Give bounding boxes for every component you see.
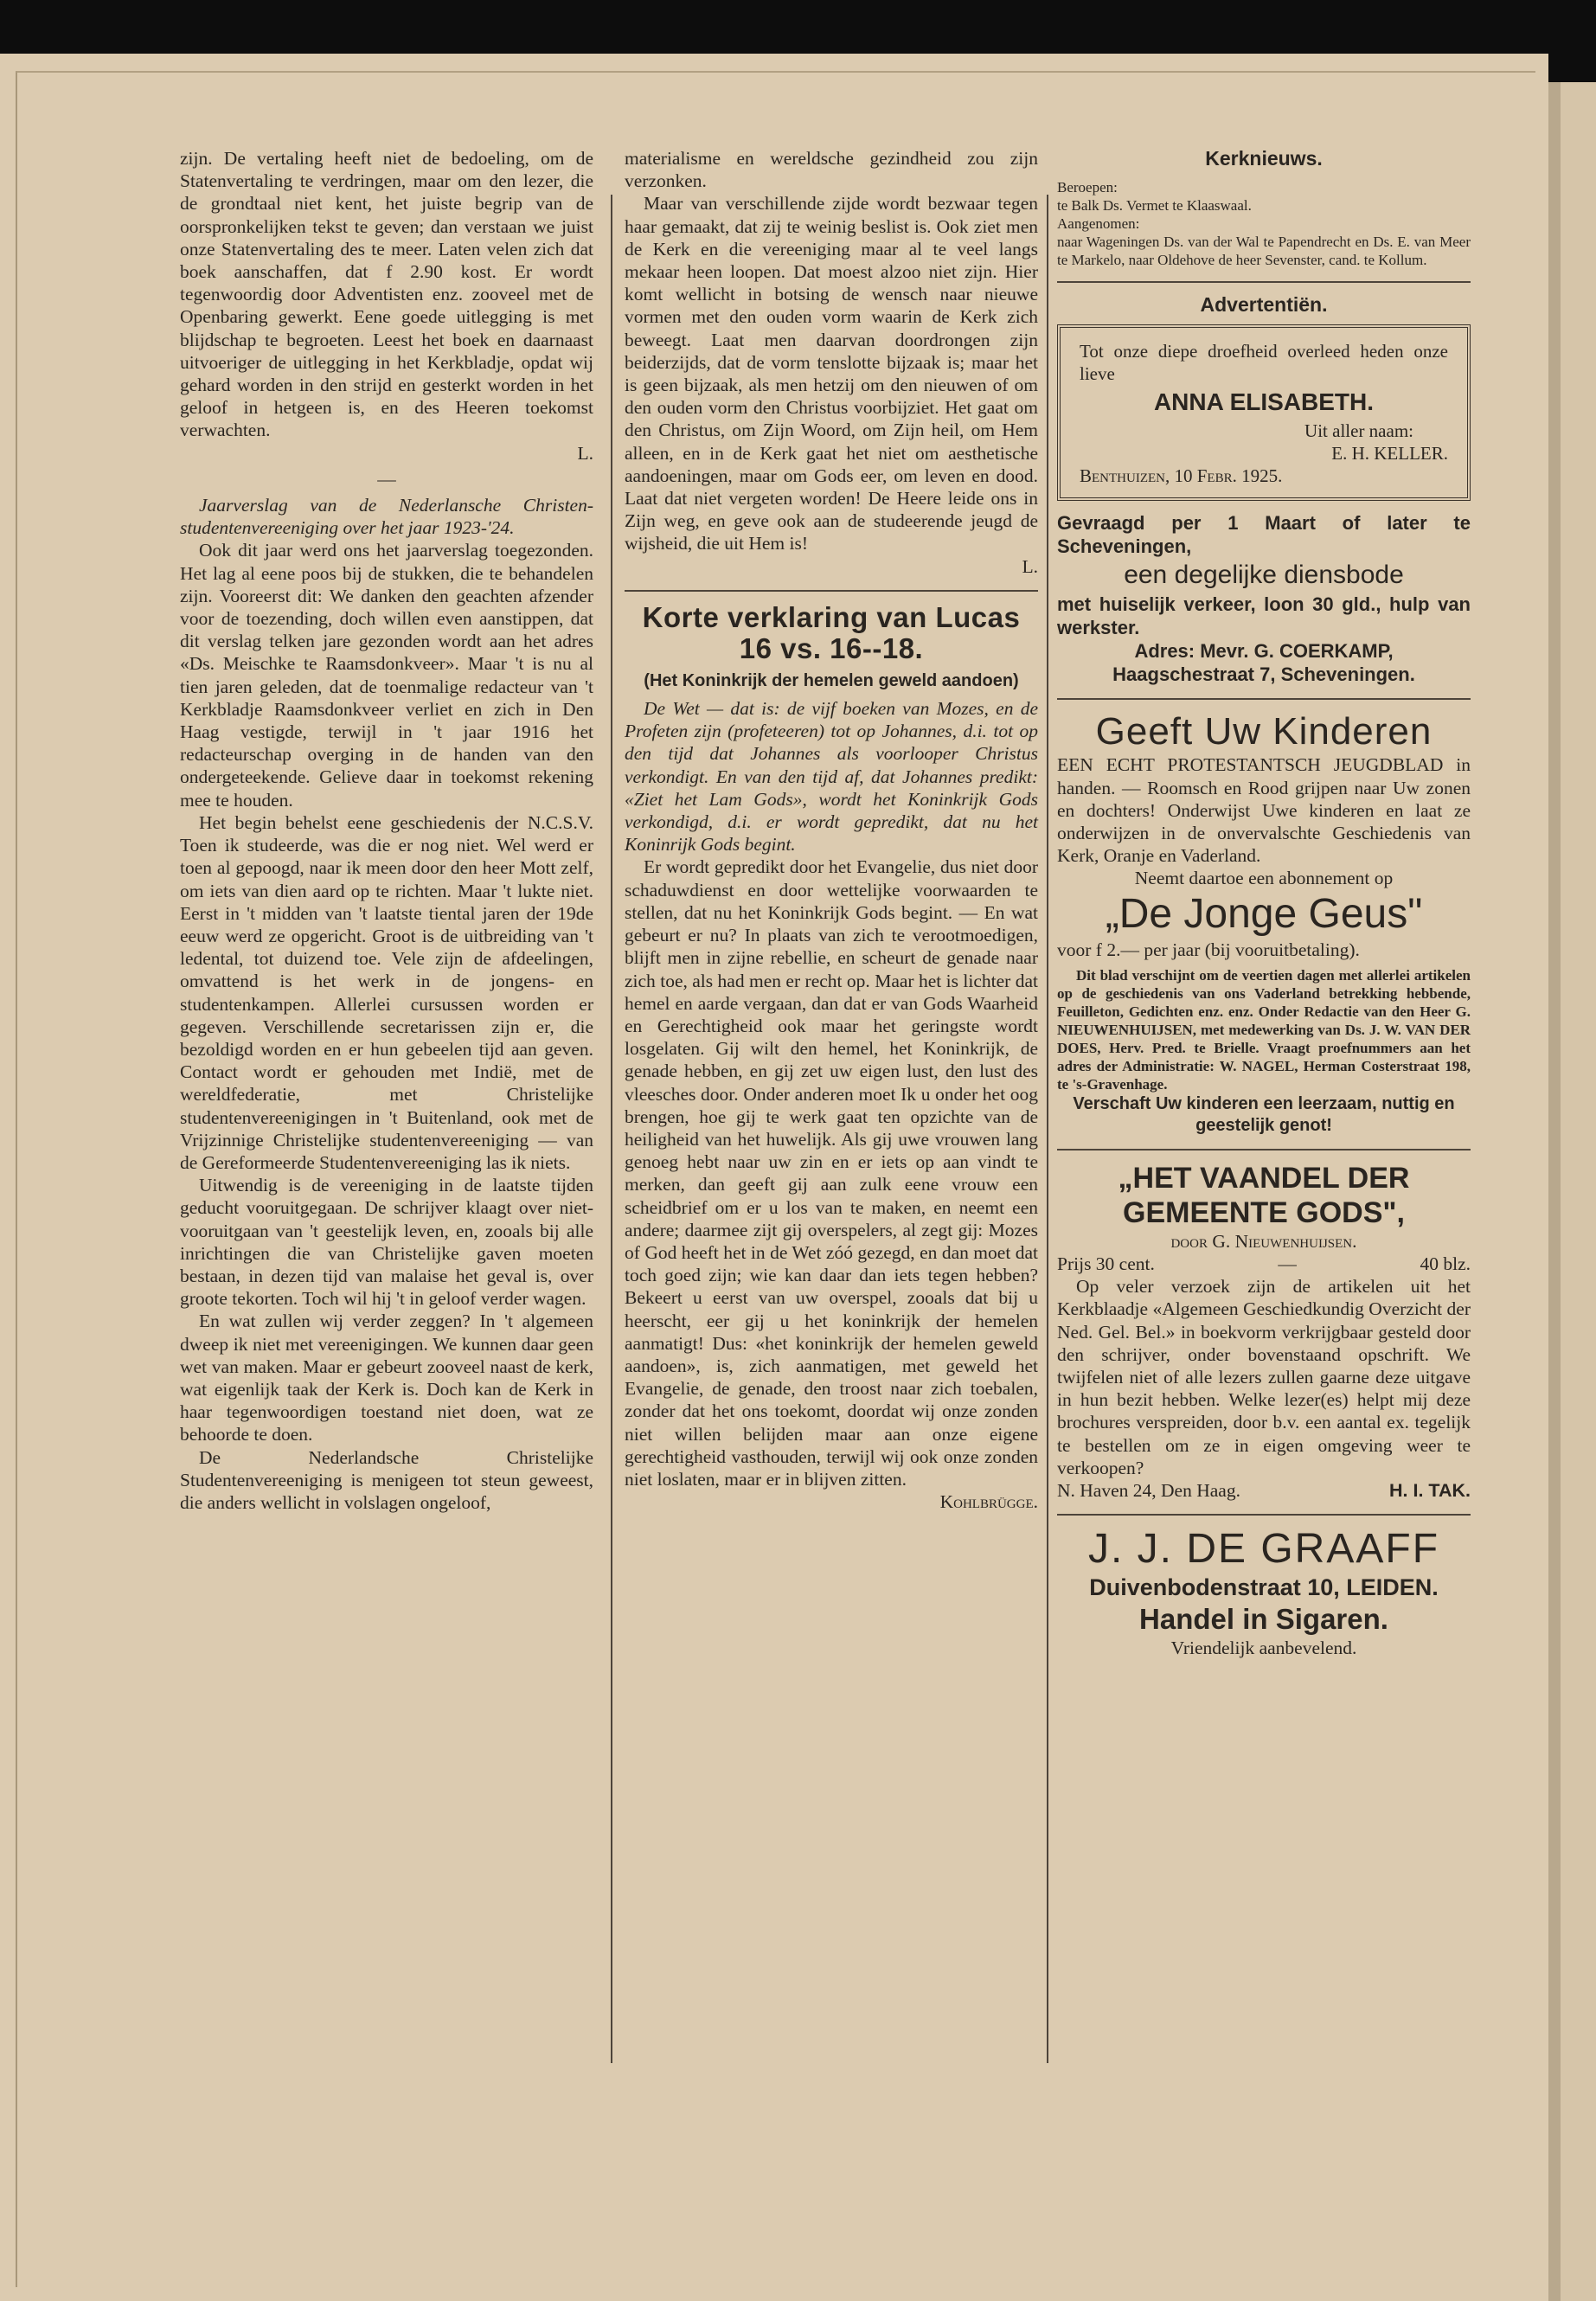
col2-subheading: (Het Koninkrijk der hemelen geweld aandoen): [644, 670, 1019, 690]
aangenomen-text: naar Wageningen Ds. van der Wal te Papendrecht en Ds. E. van Meer te Markelo, naar Oldehove de heer Sevenster, cand. te Kollum.: [1057, 234, 1471, 269]
col1-paragraph-5: En wat zullen wij verder zeggen? In 't algemeen dweep ik niet met vereenigingen. We kunnen daar geen wet van maken. Maar er gebeurt zooveel naast de kerk, wat eigenlijk taak der Kerk is. Doch kan de Kerk in haar tegenwoordigen toestand niet doen, wat ze behoorde te doen.: [180, 1311, 593, 1445]
ad5-footer: Vriendelijk aanbevelend.: [1170, 1638, 1357, 1659]
ad5-street: Duivenbodenstraat 10, LEIDEN.: [1089, 1574, 1439, 1601]
col3-divider-2: [1057, 698, 1471, 700]
col2-paragraph-2: Maar van verschillende zijde wordt bezwaar tegen haar gemaakt, dat zij te weinig beslist is. Ook ziet men de Kerk en die vereeniging maar al te veel langs mekaar heen loopen. Dat moest alzoo niet zijn. Hier komt wellicht in botsing de wensch naar nieuwe vormen met den ouden vorm waarin de Kerk zich beweegt. Laat men daarvan doordrongen zijn beiderzijds, dat de vorm tenslotte bijzaak is; maar het is geen bijzaak, als men hetzij om den nieuwen of om den ouden vorm den Christus voorbijziet. Het gaat om den Christus, om Zijn Woord, om Zijn heil, om Hem alleen, en in de Kerk gaat het niet om aesthetische aandoeningen, maar om Gods eer, om leven en dood. Laat dat niet vergeten worden! De Heere leide ons in Zijn weg, en geve ook aan de studeerende jeugd de wijsheid, die uit Hem is!: [625, 193, 1038, 554]
ad4-title: „HET VAANDEL DER GEMEENTE GODS",: [1118, 1161, 1410, 1229]
ad5-title: J. J. DE GRAAFF: [1087, 1526, 1440, 1573]
ad2-headline: een degelijke diensbode: [1124, 561, 1404, 590]
col1-paragraph-2: Ook dit jaar werd ons het jaarverslag toegezonden. Het lag al eene poos bij de stukken, die te behandelen zijn. Vooreerst dit: We danken den geachten afzender voor de toezending, doch willen even aanstippen, dat dit verslag telken jare gezonden wordt aan het adres «Ds. Meischke te Raamsdonkveer». Maar 't is nu al tien jaren geleden, dat de toenmalige redacteur van 't Kerkbladje Raamsdonkveer verliet en zich in Den Haag vestigde, terwijl in 't jaar 1916 het redacteurschap overging in de handen van den ondergeteekende. Gelieve daar in toekomst rekening mee te houden.: [180, 540, 593, 811]
ad4-footer-row: [1057, 1479, 1471, 1502]
ad4-paragraph: Op veler verzoek zijn de artikelen uit het Kerkblaadje «Algemeen Geschiedkundig Overzicht der Ned. Gel. Bel.» in boekvorm verkrijgbaar gesteld door den schrijver, onder bovenstaand opschrift. We twijfelen niet of alle lezers zullen gaarne deze uitgave in hun bezit hebben. Welke lezer(es) helpt mij deze brochures verspreiden, door b.v. een aantal ex. tegelijk te bestellen om ze in eigen omgeving weer te verkoopen?: [1057, 1276, 1471, 1478]
col1-article-title: Jaarverslag van de Nederlansche Christen-studentenvereeniging over het jaar 1923-'24.: [180, 495, 593, 539]
ad3-slogan: Verschaft Uw kinderen een leerzaam, nuttig en geestelijk genot!: [1073, 1093, 1455, 1135]
column-3: [1057, 147, 1471, 1659]
ad4-author: door G. Nieuwenhuijsen.: [1170, 1230, 1357, 1252]
col1-paragraph-4: Uitwendig is de vereeniging in de laatste tijden geducht vooruitgegaan. De schrijver klaagt over niet-vooruitgaan van 't geestelijk leven, en, zooals bij alle inrichtingen die van Christelijke gaven moeten bestaan, in dezen tijd van malaise het geval is, over groote tekorten. Toch wil hij 't in geloof verder wagen.: [180, 1175, 593, 1310]
column-2: [625, 147, 1038, 1513]
ad2-street: Haagschestraat 7, Scheveningen.: [1112, 663, 1415, 686]
ad5-trade: Handel in Sigaren.: [1139, 1603, 1388, 1636]
col1-separator: —: [377, 468, 396, 490]
beroepen-text: te Balk Ds. Vermet te Klaaswaal.: [1057, 197, 1252, 215]
ad4-dash: —: [1278, 1253, 1297, 1275]
notice-name: ANNA ELISABETH.: [1153, 388, 1375, 416]
col2-paragraph-4: Er wordt gepredikt door het Evangelie, dus niet door schaduwdienst en door wettelijke voorwaarden te stellen, dat nu het Koninkrijk Gods begint. — En wat gebeurt er nu? In plaats van zich te verootmoedigen, blijft men in zijne rebellie, en scheurt de genade naar zich toe, als had men er recht op. Maar het is lichter dat hemel en aarde vergaan, dan dat er van Gods Waarheid en Gerechtigheid ook maar het geringste wordt losgelaten. Gij wilt den hemel, het Koninkrijk, de genade hebben, en gij zet uw eigen lust, den lust des vleesches door. Onder anderen moet Ik u onder het oog brengen, hoe gij te werk gaat ten opzichte van de heiligheid van het huwelijk. Als gij uwe vrouwen lang genoeg hebt naar uw zin en er iets op aan vindt te merken, dan geeft gij aan zulk eene vrouw een scheidbrief om er u los van te maken, en neemt een andere; daarmee zijt gij overspelers, al zegt gij: Mozes of God heeft het in de Wet zóó gezegd, en dan moet dat toch goed zijn; wie kan daar dan iets tegen hebben? Bekeert u eerst van uw overspel, zooals dat bij u heerscht, eer gij u het koninkrijk der hemelen aanmatigt! Dus: «het koninkrijk der hemelen geweld aandoen», is, zich aanmatigen, met geweld het Evangelie, de genade, den troost naar zich toebalen, zonder dat het ons toekomt, doordat wij onze zonden niet willen belijden maar aan onze eigene gerechtigheid vasthouden, terwijl wij ook onze zonden niet loslaten, maar er in blijven zitten.: [625, 856, 1038, 1490]
col1-paragraph-3: Het begin behelst eene geschiedenis der N.C.S.V. Toen ik studeerde, was die er nog niet. Wel werd er toen al gepoogd, naar ik meen door den heer Mott zelf, om iets van dien aard op te richten. Maar 't lukte niet. Eerst in 't midden van 't laatste tiental jaren der 19de eeuw werd ze opgericht. Groot is de uitbreiding van 't ledental, tot duizend toe. Vele zijn de afdeelingen, omvattend is het werk in de jongens- en studentenkampen. Allerlei cursussen worden er gegeven. Verschillende secretarissen zijn er, die bezoldigd worden en er hun gebeelen tijd aan geven. Contact wordt er gehouden met Indië, met de wereldfederatie, met Christelijke studentenvereenigingen in 't Buitenland, ook met de Vrijzinnige Christelijke studentenvereeniging — van de Gereformeerde Studentenvereeniging las ik niets.: [180, 811, 593, 1173]
col3-divider-3: [1057, 1149, 1471, 1150]
ad2-adres: Adres: Mevr. G. COERKAMP,: [1134, 640, 1394, 663]
col3-divider-1: [1057, 281, 1471, 283]
column-1: [180, 147, 593, 1514]
ad4-price: Prijs 30 cent.: [1057, 1253, 1155, 1275]
notice-line-2: Uit aller naam:: [1304, 420, 1413, 442]
ad4-signatory: H. I. TAK.: [1389, 1480, 1471, 1502]
kerknieuws-title: Kerknieuws.: [1205, 147, 1323, 170]
ad2-line-1: Gevraagd per 1 Maart of later te Scheveningen,: [1057, 512, 1471, 558]
advertenties-title: Advertentiën.: [1200, 293, 1328, 317]
col2-paragraph-3: De Wet — dat is: de vijf boeken van Mozes, en de Profeten zijn (profeteeren) tot op Johannes, d.i. tot op den tijd dat Johannes als voorlooper Christus verkondigt. En van den tijd af, dat Johannes predikt: «Ziet het Lam Gods», wordt het Koninkrijk Gods verkondigd, d.i. er wordt gepredikt, dat nu het Koninrijk Gods begint.: [625, 698, 1038, 856]
ad4-pages: 40 blz.: [1420, 1253, 1471, 1275]
ad4-price-row: [1057, 1253, 1471, 1275]
next-page-sliver: [1561, 82, 1596, 2301]
notice-place: Benthuizen, 10 Febr. 1925.: [1080, 465, 1283, 487]
col1-paragraph-6: De Nederlandsche Christelijke Studentenvereeniging is menigeen tot steun geweest, die anders wellicht in volslagen ongeloof,: [180, 1446, 593, 1513]
ad3-paragraph-1: EEN ECHT PROTESTANTSCH JEUGDBLAD in handen. — Roomsch en Rood grijpen naar Uw zonen en dochters! Onderwijst Uwe kinderen en laat ze onderwijzen in de onvervalschte Geschiedenis van Kerk, Oranje en Vaderland.: [1057, 754, 1471, 867]
col2-signature: L.: [1022, 555, 1038, 577]
col3-divider-4: [1057, 1514, 1471, 1516]
aangenomen-label: Aangenomen:: [1057, 215, 1140, 233]
ad4-address: N. Haven 24, Den Haag.: [1057, 1480, 1240, 1502]
col1-signature: L.: [577, 442, 593, 464]
col1-paragraph-1: zijn. De vertaling heeft niet de bedoeling, om de Statenvertaling te verdringen, maar om den lezer, die de grondtaal niet kent, het juiste begrip van de oorspronkelijken tekst te geven; dan verstaan we juist onze Statenvertaling des te meer. Laten velen zich dat boek aanschaffen, dat f 2.90 kost. Er wordt tegenwoordig door Adventisten enz. zooveel met de Openbaring gewerkt. Eene goede uitlegging is met blijdschap te begroeten. Leest het boek en daarnaast uitvoeriger de uitlegging in het Kerkbladje, opdat wij gehard worden in den strijd en gesterkt worden in het geloof in hetgeen is, en des Heeren toekomst verwachten.: [180, 148, 593, 441]
col2-paragraph-1: materialisme en wereldsche gezindheid zou zijn verzonken.: [625, 148, 1038, 192]
col2-author: Kohlbrügge.: [939, 1491, 1038, 1513]
ad2-line-2: met huiselijk verkeer, loon 30 gld., hulp van werkster.: [1057, 593, 1471, 639]
col2-divider: [625, 590, 1038, 592]
ad3-price: voor f 2.— per jaar (bij vooruitbetaling).: [1057, 939, 1360, 960]
column-rule-1: [611, 195, 612, 2063]
ad3-magazine-title: „De Jonge Geus": [1105, 890, 1423, 937]
column-rule-2: [1047, 195, 1048, 2063]
notice-line-3: E. H. KELLER.: [1331, 443, 1448, 465]
ad3-small-print: Dit blad verschijnt om de veertien dagen met allerlei artikelen op de geschiedenis van ons Vaderland betrekking hebbende, Feuilleton, Gedichten enz. enz. Onder Redactie van den Heer G. NIEUWENHUIJSEN, met medewerking van Ds. J. W. VAN DER DOES, Herv. Pred. te Brielle. Vraagt proefnummers aan het adres der Administratie: W. NAGEL, Herman Costerstraat 198, te 's-Gravenhage.: [1057, 966, 1471, 1093]
ad3-paragraph-2: Neemt daartoe een abonnement op: [1134, 868, 1394, 889]
death-notice-box: [1057, 324, 1471, 501]
notice-line-1: Tot onze diepe droefheid overleed heden onze lieve: [1080, 341, 1448, 385]
beroepen-label: Beroepen:: [1057, 179, 1118, 196]
ad3-title: Geeft Uw Kinderen: [1095, 710, 1433, 753]
col2-heading: Korte verklaring van Lucas 16 vs. 16--18.: [642, 600, 1021, 664]
page-edge: [1548, 82, 1561, 2301]
